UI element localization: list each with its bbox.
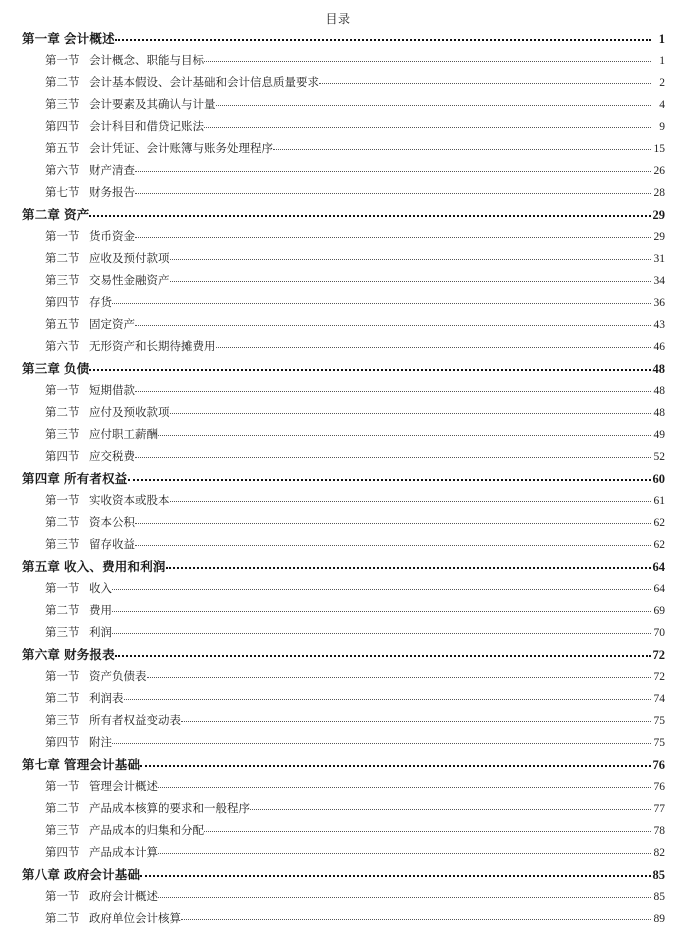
dot-leader xyxy=(135,449,651,460)
toc-entry-page-number: 1 xyxy=(658,32,665,46)
toc-entry-page-number: 46 xyxy=(653,341,665,353)
toc-entry-title: 资本公积 xyxy=(89,517,135,529)
toc-entry-title: 资产负债表 xyxy=(89,671,147,683)
toc-entry-page-number: 49 xyxy=(653,429,665,441)
toc-entry-number: 第一节 xyxy=(45,495,80,507)
dot-leader xyxy=(319,75,651,86)
toc-entry-page-number: 48 xyxy=(652,362,665,376)
toc-entry-label xyxy=(45,314,135,336)
toc-entry-label xyxy=(45,908,181,930)
toc-chapter-entry[interactable] xyxy=(0,28,665,50)
toc-entry-title: 负债 xyxy=(64,362,90,376)
toc-entry-number: 第二章 xyxy=(22,208,61,222)
toc-section-entry[interactable] xyxy=(0,314,665,336)
toc-entry-number: 第二节 xyxy=(45,803,80,815)
toc-entry-title: 实收资本或股本 xyxy=(89,495,170,507)
toc-entry-number: 第三节 xyxy=(45,429,80,441)
toc-entry-title: 产品成本的归集和分配 xyxy=(89,825,204,837)
toc-entry-number: 第二节 xyxy=(45,253,80,265)
toc-entry-page-number: 9 xyxy=(659,121,665,133)
dot-leader xyxy=(115,648,651,659)
toc-entry-page-number: 34 xyxy=(653,275,665,287)
toc-entry-title: 政府单位会计核算 xyxy=(89,913,181,925)
toc-entry-label xyxy=(22,204,89,226)
toc-entry-label xyxy=(22,468,128,490)
dot-leader xyxy=(250,801,651,812)
toc-entry-label xyxy=(45,886,158,908)
toc-section-entry[interactable] xyxy=(0,50,665,72)
dot-leader xyxy=(204,119,651,130)
toc-entry-number: 第三节 xyxy=(45,99,80,111)
toc-entry-number: 第三节 xyxy=(45,825,80,837)
toc-section-entry[interactable] xyxy=(0,666,665,688)
dot-leader xyxy=(135,163,651,174)
toc-entry-page-number: 31 xyxy=(653,253,665,265)
toc-entry-title: 管理会计基础 xyxy=(64,758,141,772)
dot-leader xyxy=(170,273,652,284)
toc-entry-number: 第五节 xyxy=(45,319,80,331)
toc-entry-page-number: 62 xyxy=(653,539,665,551)
toc-entry-page-number: 74 xyxy=(653,693,665,705)
toc-section-entry[interactable] xyxy=(0,842,665,864)
toc-entry-page-number: 28 xyxy=(653,187,665,199)
toc-entry-title: 收入 xyxy=(89,583,112,595)
toc-section-entry[interactable] xyxy=(0,490,665,512)
toc-entry-page-number: 36 xyxy=(653,297,665,309)
toc-entry-page-number: 29 xyxy=(652,208,665,222)
toc-entry-label xyxy=(45,226,135,248)
toc-section-entry[interactable] xyxy=(0,292,665,314)
toc-entry-number: 第四节 xyxy=(45,451,80,463)
toc-entry-label xyxy=(45,116,204,138)
toc-section-entry[interactable] xyxy=(0,622,665,644)
toc-entry-number: 第六章 xyxy=(22,648,61,662)
toc-entry-number: 第六节 xyxy=(45,341,80,353)
toc-entry-number: 第二节 xyxy=(45,913,80,925)
toc-entry-number: 第四节 xyxy=(45,737,80,749)
toc-entry-title: 利润表 xyxy=(89,693,124,705)
toc-entry-page-number: 77 xyxy=(653,803,665,815)
toc-entry-label xyxy=(22,644,115,666)
toc-entry-label xyxy=(45,424,158,446)
toc-entry-label xyxy=(45,270,170,292)
toc-entry-label xyxy=(45,160,135,182)
dot-leader xyxy=(112,625,651,636)
toc-entry-page-number: 43 xyxy=(653,319,665,331)
toc-entry-page-number: 26 xyxy=(653,165,665,177)
toc-entry-title: 固定资产 xyxy=(89,319,135,331)
dot-leader xyxy=(135,383,651,394)
dot-leader xyxy=(170,251,652,262)
toc-section-entry[interactable] xyxy=(0,72,665,94)
toc-entry-page-number: 60 xyxy=(652,472,665,486)
toc-entry-number: 第七节 xyxy=(45,187,80,199)
toc-entry-title: 产品成本计算 xyxy=(89,847,158,859)
dot-leader xyxy=(128,472,651,483)
toc-entry-title: 会计科目和借贷记账法 xyxy=(89,121,204,133)
toc-section-entry[interactable] xyxy=(0,600,665,622)
toc-entry-title: 收入、费用和利润 xyxy=(64,560,166,574)
dot-leader xyxy=(147,669,652,680)
toc-section-entry[interactable] xyxy=(0,138,665,160)
toc-entry-title: 应付职工薪酬 xyxy=(89,429,158,441)
dot-leader xyxy=(112,735,651,746)
toc-entry-title: 会计概念、职能与目标 xyxy=(89,55,204,67)
toc-entry-title: 应交税费 xyxy=(89,451,135,463)
toc-entry-title: 应付及预收款项 xyxy=(89,407,170,419)
dot-leader xyxy=(181,911,651,922)
toc-entry-title: 财务报告 xyxy=(89,187,135,199)
toc-entry-label xyxy=(45,842,158,864)
toc-entry-title: 政府会计基础 xyxy=(64,868,141,882)
toc-entry-label xyxy=(45,688,124,710)
toc-entry-page-number: 75 xyxy=(653,737,665,749)
toc-entry-label xyxy=(22,556,166,578)
toc-entry-label xyxy=(45,798,250,820)
toc-section-entry[interactable] xyxy=(0,380,665,402)
toc-entry-page-number: 64 xyxy=(653,583,665,595)
dot-leader xyxy=(204,823,651,834)
dot-leader xyxy=(216,339,652,350)
toc-entry-number: 第七章 xyxy=(22,758,61,772)
toc-entry-page-number: 70 xyxy=(653,627,665,639)
toc-entry-title: 财产清查 xyxy=(89,165,135,177)
toc-chapter-entry[interactable] xyxy=(0,864,665,886)
toc-section-entry[interactable] xyxy=(0,908,665,930)
toc-section-entry[interactable] xyxy=(0,116,665,138)
toc-entry-number: 第一节 xyxy=(45,891,80,903)
toc-entry-number: 第三章 xyxy=(22,362,61,376)
toc-section-entry[interactable] xyxy=(0,578,665,600)
toc-entry-label xyxy=(45,182,135,204)
toc-entry-title: 费用 xyxy=(89,605,112,617)
toc-chapter-entry[interactable] xyxy=(0,556,665,578)
toc-entry-page-number: 4 xyxy=(659,99,665,111)
toc-entry-label xyxy=(45,402,170,424)
toc-entry-page-number: 89 xyxy=(653,913,665,925)
toc-chapter-entry[interactable] xyxy=(0,644,665,666)
toc-entry-title: 会计要素及其确认与计量 xyxy=(89,99,216,111)
toc-entry-number: 第五节 xyxy=(45,143,80,155)
page-title: 目录 xyxy=(325,12,351,26)
toc-entry-page-number: 75 xyxy=(653,715,665,727)
toc-entry-number: 第二节 xyxy=(45,693,80,705)
toc-entry-label xyxy=(45,380,135,402)
toc-entry-page-number: 62 xyxy=(653,517,665,529)
toc-entry-title: 交易性金融资产 xyxy=(89,275,170,287)
toc-entry-page-number: 76 xyxy=(653,781,665,793)
toc-entry-page-number: 29 xyxy=(653,231,665,243)
dot-leader xyxy=(170,405,652,416)
dot-leader xyxy=(135,317,651,328)
toc-chapter-entry[interactable] xyxy=(0,754,665,776)
dot-leader xyxy=(158,427,651,438)
toc-entry-number: 第一节 xyxy=(45,671,80,683)
dot-leader xyxy=(273,141,651,152)
toc-section-entry[interactable] xyxy=(0,94,665,116)
toc-entry-label xyxy=(22,28,115,50)
dot-leader xyxy=(112,295,651,306)
toc-entry-label xyxy=(45,776,158,798)
toc-section-entry[interactable] xyxy=(0,886,665,908)
toc-entry-title: 财务报表 xyxy=(64,648,115,662)
dot-leader xyxy=(140,868,651,879)
dot-leader xyxy=(216,97,652,108)
toc-entry-page-number: 76 xyxy=(652,758,665,772)
toc-chapter-entry[interactable] xyxy=(0,204,665,226)
toc-section-entry[interactable] xyxy=(0,160,665,182)
toc-entry-label xyxy=(22,754,140,776)
toc-section-entry[interactable] xyxy=(0,226,665,248)
toc-section-entry[interactable] xyxy=(0,424,665,446)
toc-section-entry[interactable] xyxy=(0,402,665,424)
toc-section-entry[interactable] xyxy=(0,512,665,534)
toc-section-entry[interactable] xyxy=(0,336,665,358)
toc-chapter-entry[interactable] xyxy=(0,358,665,380)
toc-entry-number: 第二节 xyxy=(45,407,80,419)
dot-leader xyxy=(135,229,651,240)
toc-entry-page-number: 48 xyxy=(653,385,665,397)
toc-entry-number: 第四节 xyxy=(45,297,80,309)
toc-entry-number: 第三节 xyxy=(45,627,80,639)
toc-section-entry[interactable] xyxy=(0,248,665,270)
dot-leader xyxy=(124,691,652,702)
toc-entry-number: 第一节 xyxy=(45,781,80,793)
toc-section-entry[interactable] xyxy=(0,732,665,754)
toc-section-entry[interactable] xyxy=(0,688,665,710)
toc-entry-number: 第四节 xyxy=(45,121,80,133)
toc-section-entry[interactable] xyxy=(0,798,665,820)
toc-entry-label xyxy=(22,864,140,886)
dot-leader xyxy=(158,845,651,856)
toc-entry-label xyxy=(45,534,135,556)
dot-leader xyxy=(204,53,651,64)
toc-entry-title: 短期借款 xyxy=(89,385,135,397)
toc-section-entry[interactable] xyxy=(0,534,665,556)
toc-entry-number: 第一节 xyxy=(45,231,80,243)
toc-entry-title: 产品成本核算的要求和一般程序 xyxy=(89,803,250,815)
dot-leader xyxy=(115,32,651,43)
toc-entry-page-number: 2 xyxy=(659,77,665,89)
dot-leader xyxy=(135,185,651,196)
dot-leader xyxy=(158,889,651,900)
toc-entry-page-number: 15 xyxy=(653,143,665,155)
toc-entry-label xyxy=(45,710,181,732)
toc-entry-number: 第二节 xyxy=(45,517,80,529)
toc-entry-page-number: 61 xyxy=(653,495,665,507)
dot-leader xyxy=(135,515,651,526)
dot-leader xyxy=(166,560,651,571)
toc-entry-label xyxy=(45,248,170,270)
dot-leader xyxy=(135,537,651,548)
toc-entry-label xyxy=(45,336,216,358)
toc-entry-number: 第五章 xyxy=(22,560,61,574)
toc-entry-title: 所有者权益 xyxy=(64,472,128,486)
dot-leader xyxy=(158,779,651,790)
toc-entry-label xyxy=(45,732,112,754)
toc-entry-label xyxy=(45,138,273,160)
toc-entry-label xyxy=(45,578,112,600)
toc-entry-number: 第一节 xyxy=(45,583,80,595)
toc-entry-label xyxy=(45,622,112,644)
toc-entry-page-number: 1 xyxy=(659,55,665,67)
toc-entry-number: 第一节 xyxy=(45,55,80,67)
toc-entry-label xyxy=(45,94,216,116)
toc-section-entry[interactable] xyxy=(0,776,665,798)
toc-entry-number: 第一节 xyxy=(45,385,80,397)
toc-entry-page-number: 69 xyxy=(653,605,665,617)
toc-entry-number: 第三节 xyxy=(45,275,80,287)
toc-entry-number: 第四章 xyxy=(22,472,61,486)
toc-entry-title: 附注 xyxy=(89,737,112,749)
toc-entry-number: 第三节 xyxy=(45,539,80,551)
dot-leader xyxy=(112,603,651,614)
toc-entry-page-number: 64 xyxy=(652,560,665,574)
dot-leader xyxy=(89,208,651,219)
toc-entry-page-number: 82 xyxy=(653,847,665,859)
toc-entry-label xyxy=(45,490,170,512)
toc-entry-title: 存货 xyxy=(89,297,112,309)
toc-entry-label xyxy=(45,50,204,72)
toc-entry-label xyxy=(45,820,204,842)
toc-entry-title: 会计概述 xyxy=(64,32,115,46)
toc-section-entry[interactable] xyxy=(0,270,665,292)
dot-leader xyxy=(112,581,651,592)
toc-entry-page-number: 72 xyxy=(653,671,665,683)
toc-section-entry[interactable] xyxy=(0,182,665,204)
toc-entry-title: 政府会计概述 xyxy=(89,891,158,903)
toc-entry-title: 管理会计概述 xyxy=(89,781,158,793)
toc-entry-title: 无形资产和长期待摊费用 xyxy=(89,341,216,353)
toc-entry-number: 第六节 xyxy=(45,165,80,177)
toc-entry-title: 应收及预付款项 xyxy=(89,253,170,265)
toc-entry-title: 所有者权益变动表 xyxy=(89,715,181,727)
dot-leader xyxy=(181,713,651,724)
toc-entry-title: 资产 xyxy=(64,208,90,222)
dot-leader xyxy=(89,362,651,373)
toc-entry-title: 会计凭证、会计账簿与账务处理程序 xyxy=(89,143,273,155)
toc-entry-page-number: 48 xyxy=(653,407,665,419)
toc-entry-label xyxy=(45,72,319,94)
dot-leader xyxy=(140,758,651,769)
toc-section-entry[interactable] xyxy=(0,710,665,732)
toc-entry-number: 第二节 xyxy=(45,77,80,89)
toc-entry-label xyxy=(45,292,112,314)
toc-entry-title: 利润 xyxy=(89,627,112,639)
toc-entry-page-number: 52 xyxy=(653,451,665,463)
toc-entry-label xyxy=(45,446,135,468)
toc-entry-title: 留存收益 xyxy=(89,539,135,551)
toc-entry-number: 第三节 xyxy=(45,715,80,727)
toc-entry-title: 会计基本假设、会计基础和会计信息质量要求 xyxy=(89,77,319,89)
toc-entry-label xyxy=(22,358,89,380)
toc-entry-number: 第二节 xyxy=(45,605,80,617)
toc-entry-page-number: 85 xyxy=(653,891,665,903)
toc-section-entry[interactable] xyxy=(0,446,665,468)
toc-entry-number: 第四节 xyxy=(45,847,80,859)
toc-entry-label xyxy=(45,666,147,688)
toc-entry-label xyxy=(45,512,135,534)
toc-entry-title: 货币资金 xyxy=(89,231,135,243)
table-of-contents-list xyxy=(0,28,676,930)
toc-entry-label xyxy=(45,600,112,622)
toc-entry-page-number: 72 xyxy=(652,648,665,662)
toc-chapter-entry[interactable] xyxy=(0,468,665,490)
toc-entry-page-number: 78 xyxy=(653,825,665,837)
toc-entry-number: 第八章 xyxy=(22,868,61,882)
toc-entry-number: 第一章 xyxy=(22,32,61,46)
dot-leader xyxy=(170,493,652,504)
toc-entry-page-number: 85 xyxy=(652,868,665,882)
toc-section-entry[interactable] xyxy=(0,820,665,842)
